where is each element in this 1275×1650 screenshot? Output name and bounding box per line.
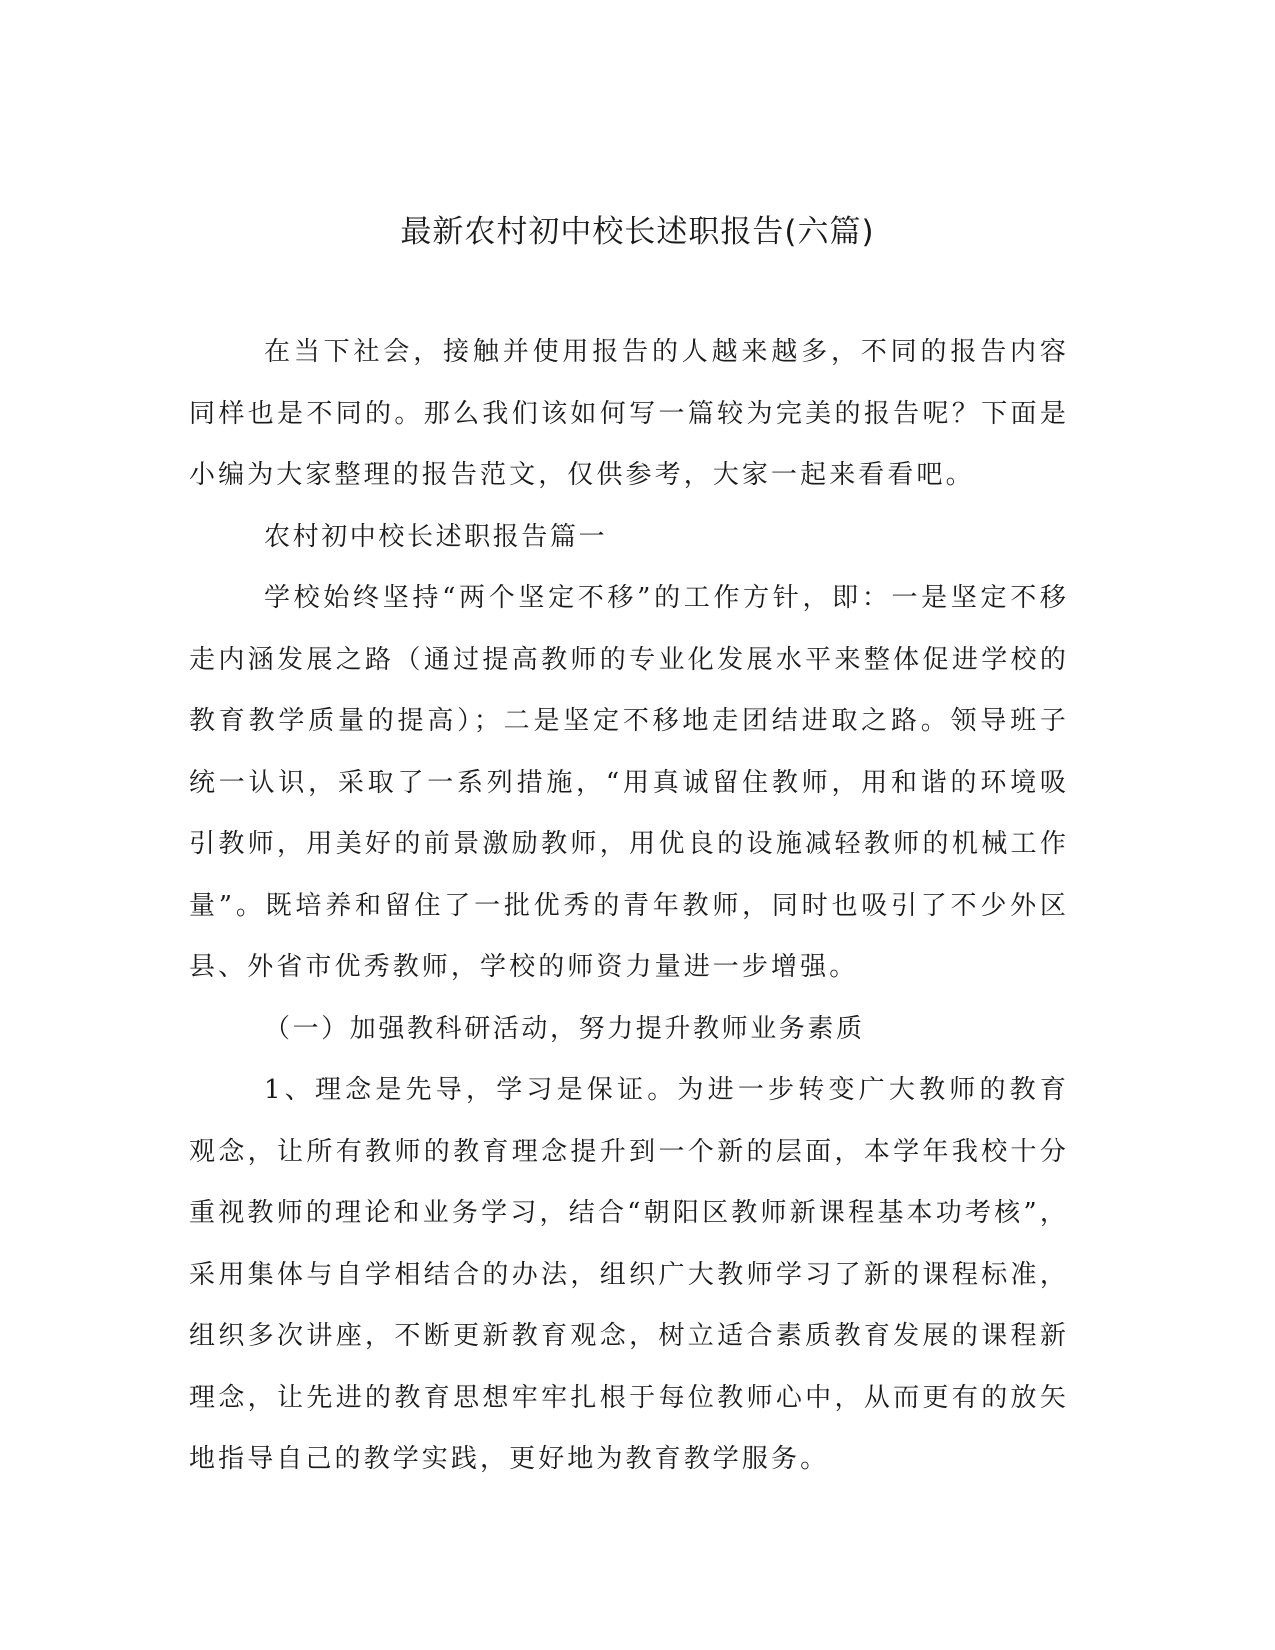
subsection-heading: （一）加强教科研活动，努力提升教师业务素质 bbox=[264, 1013, 865, 1044]
section-heading: 农村初中校长述职报告篇一 bbox=[264, 521, 608, 552]
document-body bbox=[189, 322, 1069, 1491]
document-title: 最新农村初中校长述职报告(六篇) bbox=[400, 214, 875, 250]
study-paragraph: 1、理念是先导，学习是保证。为进一步转变广大教师的教育观念，让所有教师的教育理念提升到一个新的层面，本学年我校十分重视教师的理论和业务学习，结合“朝阳区教师新课程基本功考核”，采用集体与自学相结合的办法，组织广大教师学习了新的课程标准，组织多次讲座，不断更新教育观念，树立适合素质教育发展的课程新理念，让先进的教育思想牢牢扎根于每位教师心中，从而更有的放矢地指导自己的教学实践，更好地为教育教学服务。 bbox=[189, 1075, 1069, 1474]
intro-paragraph: 在当下社会，接触并使用报告的人越来越多，不同的报告内容同样也是不同的。那么我们该如何写一篇较为完美的报告呢？下面是小编为大家整理的报告范文，仅供参考，大家一起来看看吧。 bbox=[189, 337, 1069, 490]
policy-paragraph: 学校始终坚持“两个坚定不移”的工作方针，即：一是坚定不移走内涵发展之路（通过提高教师的专业化发展水平来整体促进学校的教育教学质量的提高）；二是坚定不移地走团结进取之路。领导班子统一认识，采取了一系列措施，“用真诚留住教师，用和谐的环境吸引教师，用美好的前景激励教师，用优良的设施减轻教师的机械工作量”。既培养和留住了一批优秀的青年教师，同时也吸引了不少外区县、外省市优秀教师，学校的师资力量进一步增强。 bbox=[189, 583, 1069, 982]
